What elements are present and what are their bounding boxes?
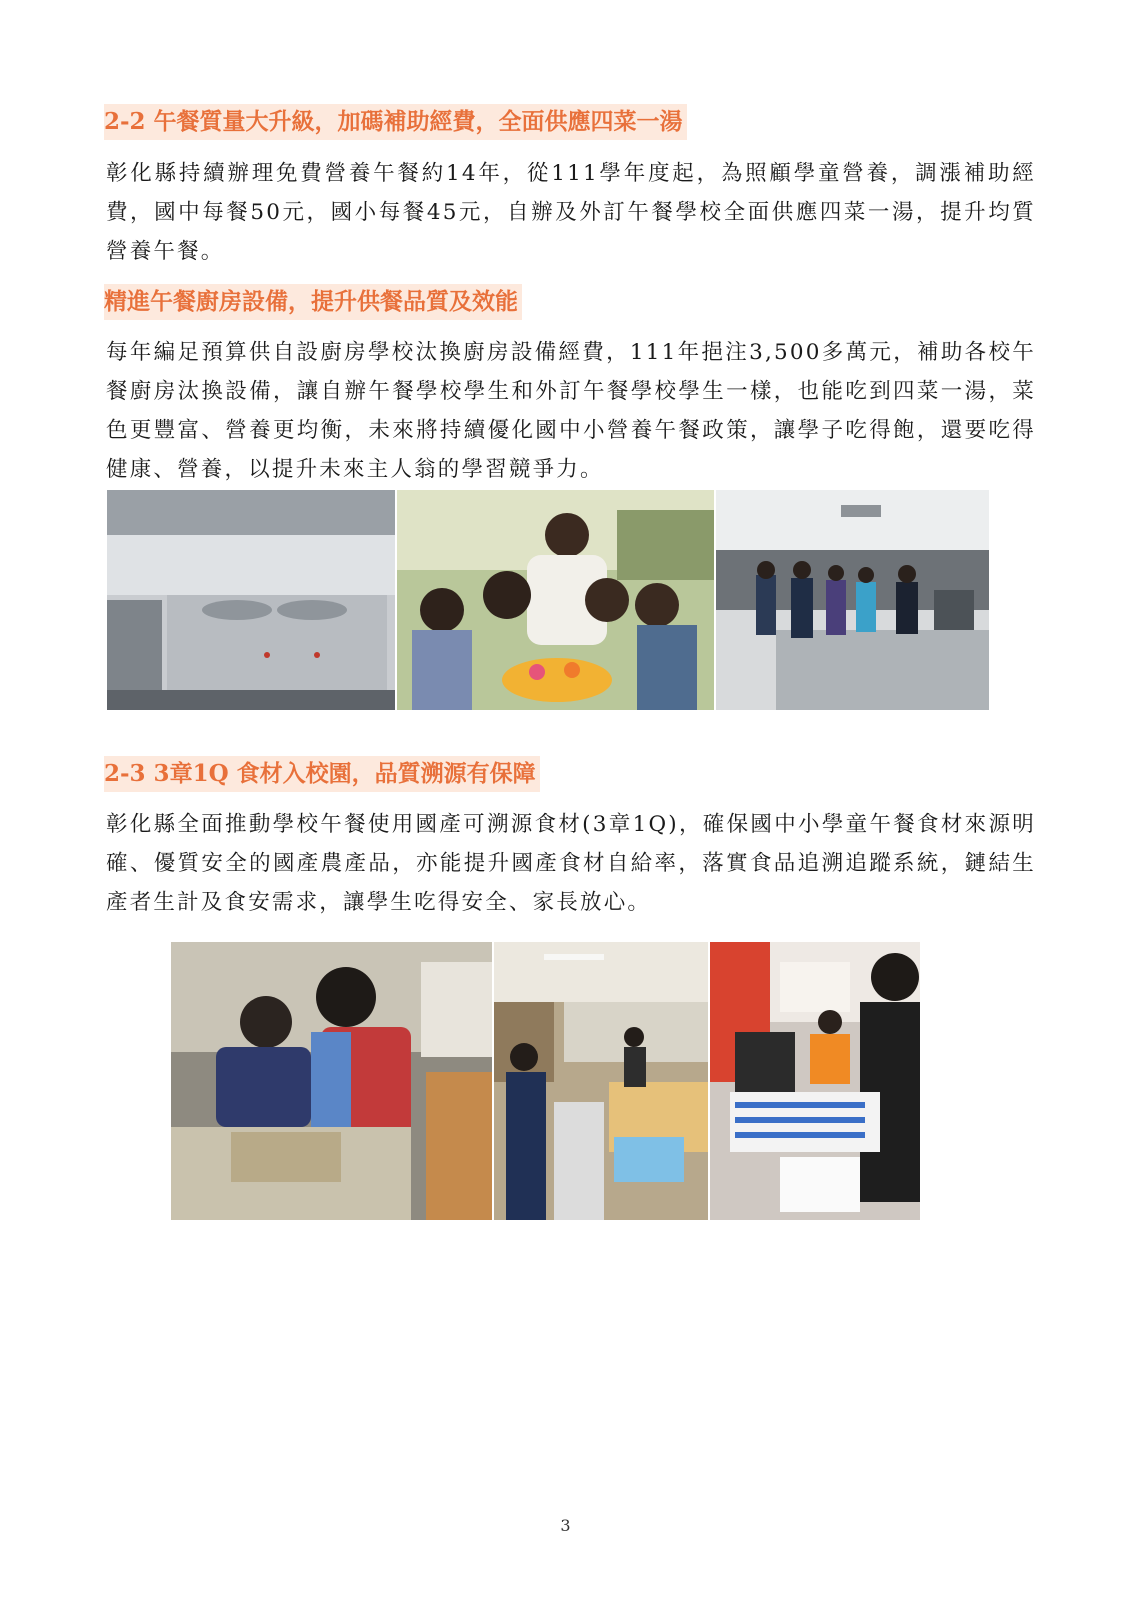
office-records-photo	[494, 942, 708, 1220]
section-paragraph-2-3: 彰化縣全面推動學校午餐使用國產可溯源食材(3章1Q)，確保國中小學童午餐食材來源明確、優質安全的國產農產品，亦能提升國產食材自給率，落實食品追溯追蹤系統，鏈結生產者生計及食安需求，讓學生吃得安全、家長放心。	[106, 812, 1036, 915]
kitchen-visit-photo	[716, 490, 989, 710]
document-review-photo	[710, 942, 920, 1220]
kitchen-stove-photo	[107, 490, 395, 710]
section-paragraph-2-2: 彰化縣持續辦理免費營養午餐約14年，從111學年度起，為照顧學童營養，調漲補助經費，國中每餐50元，國小每餐45元，自辦及外訂午餐學校全面供應四菜一湯，提升均質營養午餐。	[106, 161, 1036, 264]
students-eating-photo	[397, 490, 714, 710]
section-paragraph-kitchen: 每年編足預算供自設廚房學校汰換廚房設備經費，111年挹注3,500多萬元，補助各校午餐廚房汰換設備，讓自辦午餐學校學生和外訂午餐學校學生一樣，也能吃到四菜一湯，菜色更豐富、營養更均衡，未來將持續優化國中小營養午餐政策，讓學子吃得飽，還要吃得健康、營養，以提升未來主人翁的學習競爭力。	[106, 340, 1036, 482]
section-heading-kitchen: 精進午餐廚房設備，提升供餐品質及效能	[104, 284, 522, 320]
ingredient-inspection-photo	[171, 942, 492, 1220]
section-heading-2-2: 2-2 午餐質量大升級，加碼補助經費，全面供應四菜一湯	[104, 104, 687, 140]
section-heading-2-3: 2-3 3章1Q 食材入校園，品質溯源有保障	[104, 756, 540, 792]
page-number: 3	[560, 1516, 571, 1535]
